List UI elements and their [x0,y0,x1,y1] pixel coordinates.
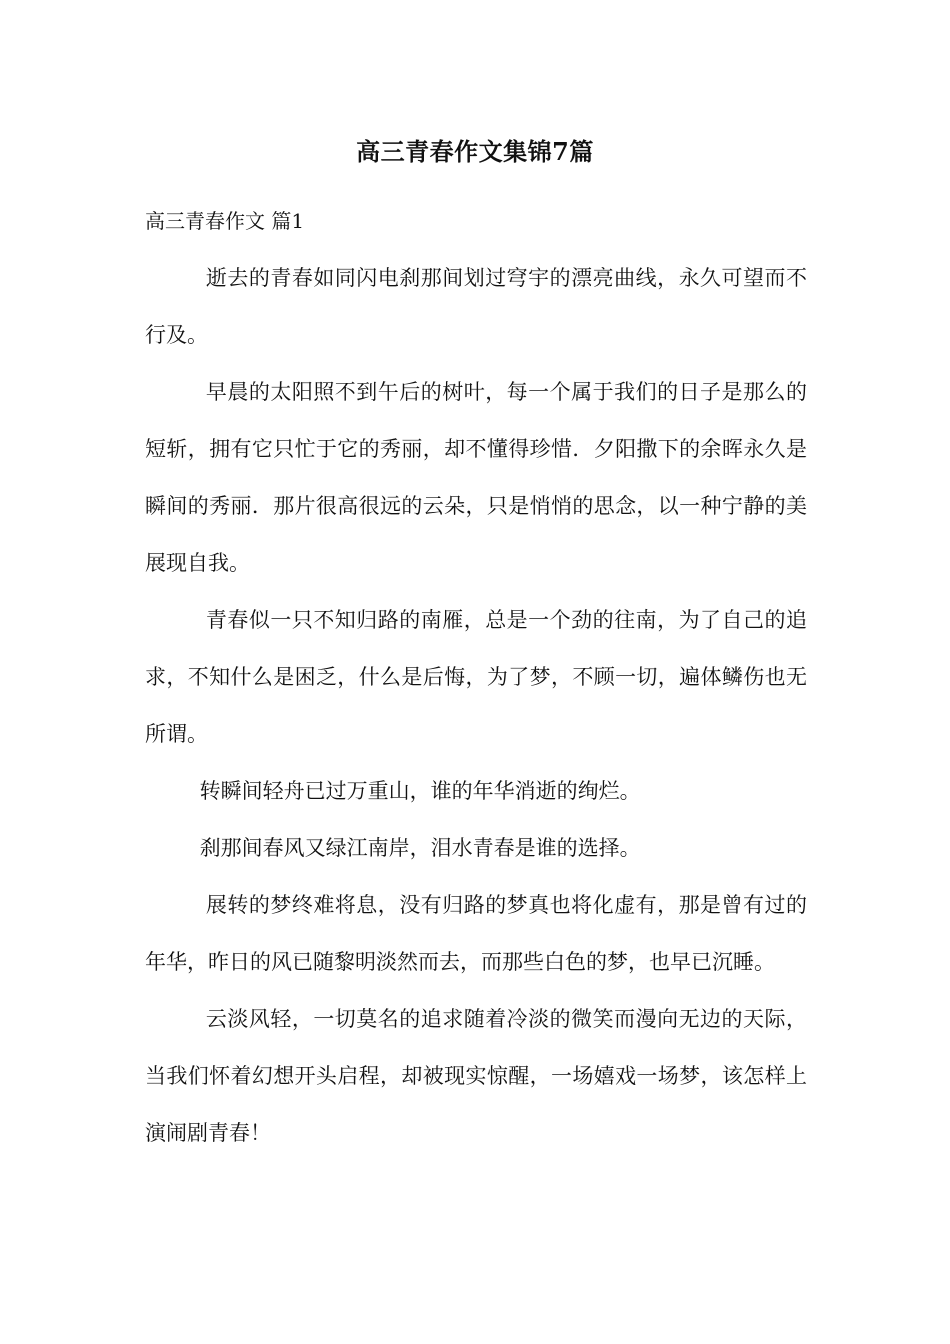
paragraph: 早晨的太阳照不到午后的树叶，每一个属于我们的日子是那么的短斩，拥有它只忙于它的秀丽，却不懂得珍惜．夕阳撒下的余晖永久是瞬间的秀丽．那片很高很远的云朵，只是悄悄的思念，以一种宁静的美展现自我。 [145,380,807,575]
paragraph: 逝去的青春如同闪电刹那间划过穹宇的漂亮曲线，永久可望而不行及。 [145,266,807,347]
document-title: 高三青春作文集锦7篇 [356,137,594,166]
document-body [145,250,807,1162]
paragraph: 云淡风轻，一切莫名的追求随着冷淡的微笑而漫向无边的天际，当我们怀着幻想开头启程，却被现实惊醒，一场嬉戏一场梦，该怎样上演闹剧青春！ [145,1007,807,1145]
section-heading: 高三青春作文 篇1 [145,209,305,233]
paragraph: 展转的梦终难将息，没有归路的梦真也将化虚有，那是曾有过的年华，昨日的风已随黎明淡然而去，而那些白色的梦，也早已沉睡。 [145,893,807,974]
paragraph: 转瞬间轻舟已过万重山，谁的年华消逝的绚烂。 [199,779,641,803]
paragraph: 青春似一只不知归路的南雁，总是一个劲的往南，为了自己的追求，不知什么是困乏，什么是后悔，为了梦，不顾一切，遍体鳞伤也无所谓。 [145,608,807,746]
paragraph: 刹那间春风又绿江南岸，泪水青春是谁的选择。 [199,836,641,860]
